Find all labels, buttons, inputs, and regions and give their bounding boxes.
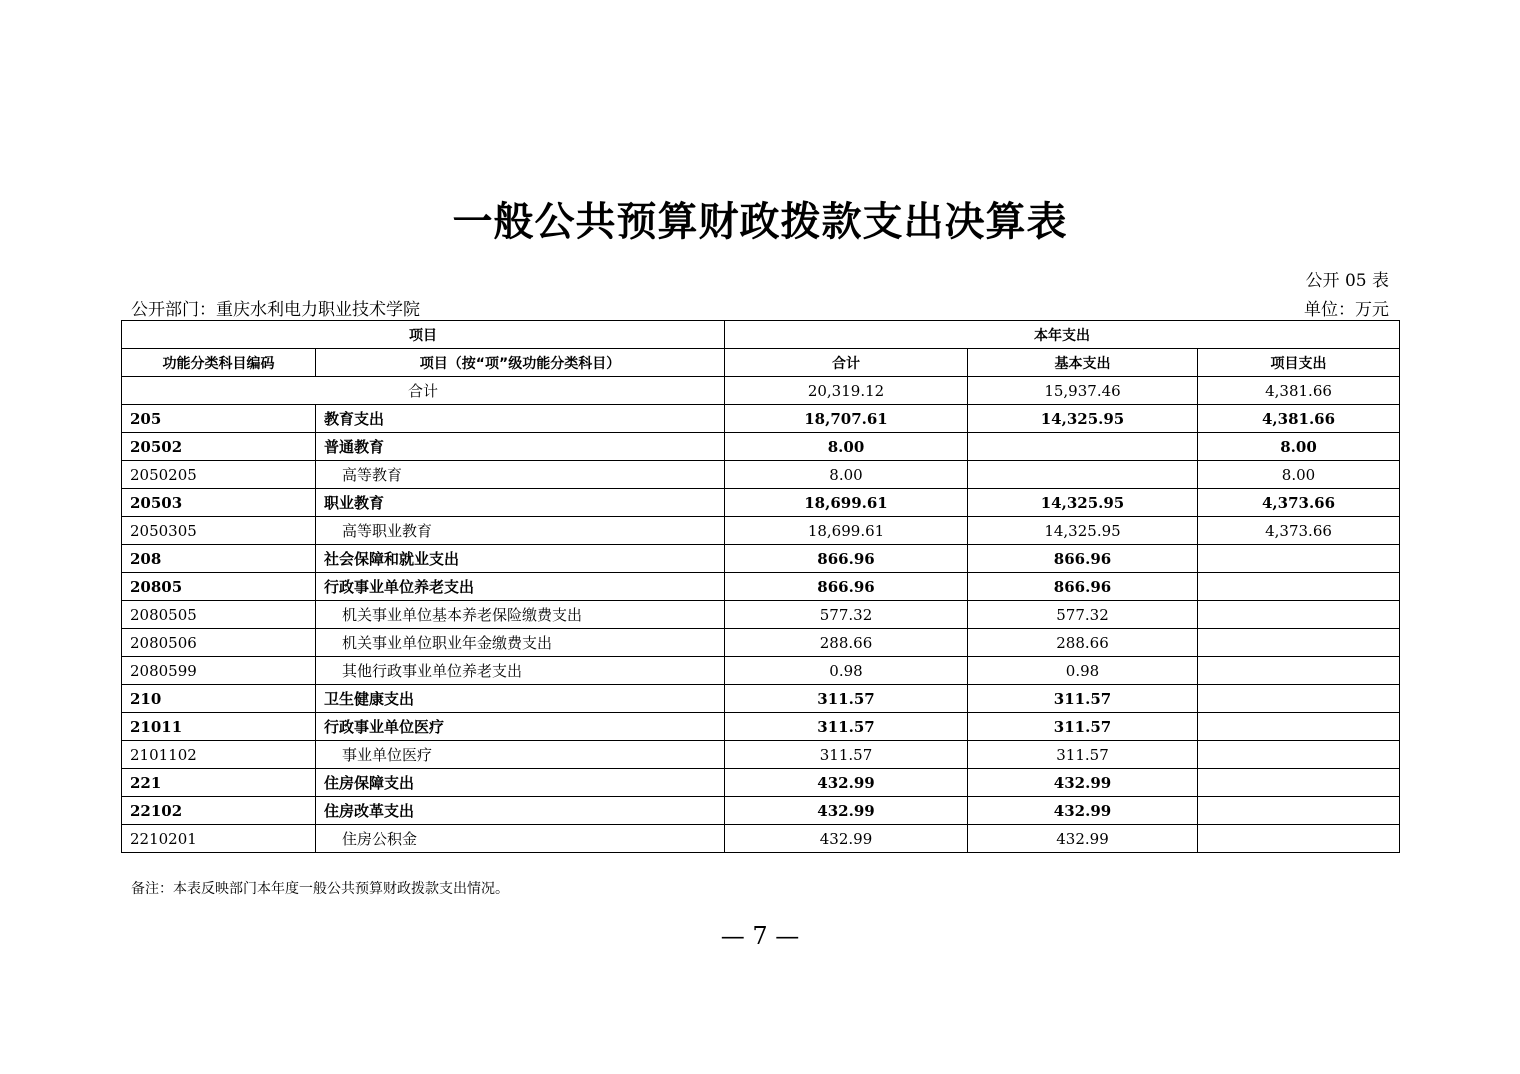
row-code: 221 [122,769,316,797]
row-code: 2210201 [122,825,316,853]
table-row [122,825,1400,853]
row-code: 2080599 [122,657,316,685]
total-basic: 15,937.46 [968,377,1198,405]
row-code: 2050205 [122,461,316,489]
row-name: 社会保障和就业支出 [316,545,725,573]
row-basic: 577.32 [968,601,1198,629]
row-basic: 311.57 [968,685,1198,713]
row-code: 210 [122,685,316,713]
row-basic: 14,325.95 [968,405,1198,433]
row-project [1198,685,1400,713]
row-name: 行政事业单位养老支出 [316,573,725,601]
header-column-row [122,349,1400,377]
row-project [1198,601,1400,629]
row-project: 8.00 [1198,433,1400,461]
row-total: 311.57 [725,741,968,769]
row-total: 311.57 [725,685,968,713]
row-basic: 432.99 [968,797,1198,825]
row-code: 20805 [122,573,316,601]
total-label: 合计 [122,377,725,405]
row-project: 4,373.66 [1198,517,1400,545]
row-code: 2080505 [122,601,316,629]
table-row [122,517,1400,545]
row-project [1198,657,1400,685]
header-name: 项目（按“项”级功能分类科目） [316,349,725,377]
row-basic: 0.98 [968,657,1198,685]
row-basic: 14,325.95 [968,489,1198,517]
row-project [1198,741,1400,769]
row-name: 事业单位医疗 [316,741,725,769]
total-project: 4,381.66 [1198,377,1400,405]
header-basic: 基本支出 [968,349,1198,377]
header-project: 项目支出 [1198,349,1400,377]
row-project [1198,629,1400,657]
table-row [122,461,1400,489]
row-total: 8.00 [725,461,968,489]
row-name: 职业教育 [316,489,725,517]
row-basic: 311.57 [968,713,1198,741]
row-project [1198,713,1400,741]
row-name: 机关事业单位职业年金缴费支出 [316,629,725,657]
row-name: 住房公积金 [316,825,725,853]
page-number: — 7 — [720,922,800,950]
row-name: 其他行政事业单位养老支出 [316,657,725,685]
department-label: 公开部门：重庆水利电力职业技术学院 [131,300,420,320]
table-row [122,657,1400,685]
row-name: 教育支出 [316,405,725,433]
row-name: 卫生健康支出 [316,685,725,713]
total-row [122,377,1400,405]
budget-table [121,320,1400,853]
footnote: 备注：本表反映部门本年度一般公共预算财政拨款支出情况。 [131,881,509,897]
table-row [122,405,1400,433]
row-total: 311.57 [725,713,968,741]
row-project [1198,769,1400,797]
table-row [122,545,1400,573]
row-basic: 432.99 [968,825,1198,853]
table-row [122,573,1400,601]
header-item-group: 项目 [122,321,725,349]
row-basic: 866.96 [968,573,1198,601]
table-row [122,685,1400,713]
row-code: 2080506 [122,629,316,657]
row-total: 8.00 [725,433,968,461]
row-total: 432.99 [725,825,968,853]
row-name: 高等教育 [316,461,725,489]
row-basic: 311.57 [968,741,1198,769]
row-total: 577.32 [725,601,968,629]
row-code: 2101102 [122,741,316,769]
table-row [122,713,1400,741]
row-code: 208 [122,545,316,573]
row-code: 22102 [122,797,316,825]
row-project: 4,373.66 [1198,489,1400,517]
row-name: 普通教育 [316,433,725,461]
row-code: 21011 [122,713,316,741]
row-total: 18,707.61 [725,405,968,433]
row-project [1198,573,1400,601]
row-basic: 432.99 [968,769,1198,797]
row-project [1198,797,1400,825]
unit-label: 单位：万元 [1304,300,1389,320]
row-name: 住房改革支出 [316,797,725,825]
row-name: 行政事业单位医疗 [316,713,725,741]
header-expense-group: 本年支出 [725,321,1400,349]
total-total: 20,319.12 [725,377,968,405]
table-row [122,433,1400,461]
table-row [122,797,1400,825]
row-project: 4,381.66 [1198,405,1400,433]
row-code: 2050305 [122,517,316,545]
row-code: 205 [122,405,316,433]
row-total: 288.66 [725,629,968,657]
row-basic: 866.96 [968,545,1198,573]
row-project [1198,825,1400,853]
row-total: 866.96 [725,573,968,601]
header-group-row [122,321,1400,349]
table-row [122,769,1400,797]
row-code: 20503 [122,489,316,517]
row-total: 18,699.61 [725,517,968,545]
header-code: 功能分类科目编码 [122,349,316,377]
row-name: 机关事业单位基本养老保险缴费支出 [316,601,725,629]
row-code: 20502 [122,433,316,461]
budget-table-body [122,321,1400,853]
table-row [122,601,1400,629]
table-row [122,629,1400,657]
row-total: 432.99 [725,769,968,797]
row-name: 高等职业教育 [316,517,725,545]
table-row [122,741,1400,769]
row-total: 0.98 [725,657,968,685]
form-number: 公开 05 表 [1305,271,1389,291]
row-basic: 288.66 [968,629,1198,657]
table-row [122,489,1400,517]
header-total: 合计 [725,349,968,377]
row-name: 住房保障支出 [316,769,725,797]
row-total: 432.99 [725,797,968,825]
row-project: 8.00 [1198,461,1400,489]
row-basic: 14,325.95 [968,517,1198,545]
row-basic [968,461,1198,489]
row-total: 866.96 [725,545,968,573]
row-basic [968,433,1198,461]
document-title: 一般公共预算财政拨款支出决算表 [452,198,1068,245]
row-project [1198,545,1400,573]
row-total: 18,699.61 [725,489,968,517]
